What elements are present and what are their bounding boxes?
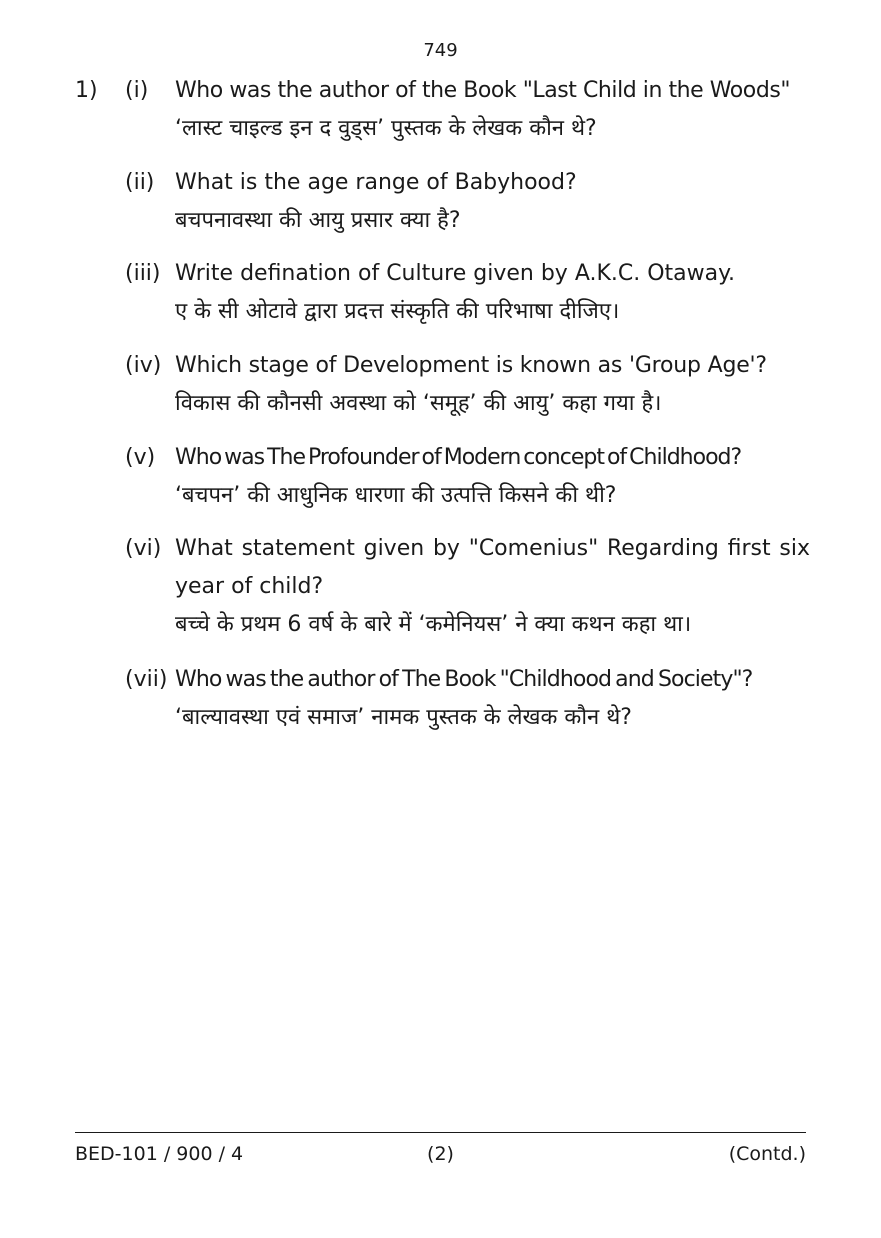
question-hindi: ‘बाल्यावस्था एवं समाज’ नामक पुस्तक के लेखक कौन थे? <box>175 705 632 730</box>
question-english: What is the age range of Babyhood? <box>175 170 577 195</box>
question-item-vi <box>125 530 810 644</box>
item-label: (iv) <box>125 353 162 378</box>
item-label: (vii) <box>125 667 168 692</box>
question-english: Who was The Profounder of Modern concept of Childhood? <box>175 445 742 470</box>
sheet-number: (2) <box>427 1143 454 1165</box>
question-item-i <box>125 72 810 148</box>
item-label: (v) <box>125 445 156 470</box>
item-body <box>175 661 810 737</box>
question-english: Which stage of Development is known as 'Group Age'? <box>175 353 767 378</box>
item-body <box>175 164 810 240</box>
item-label: (i) <box>125 78 149 103</box>
question-english: Write defination of Culture given by A.K.C. Otaway. <box>175 261 736 286</box>
question-item-ii <box>125 164 810 240</box>
item-body <box>175 72 810 148</box>
question-number: 1) <box>75 78 98 103</box>
item-label: (ii) <box>125 170 155 195</box>
question-hindi: बच्चे के प्रथम 6 वर्ष के बारे में ‘कमेनियस’ ने क्या कथन कहा था। <box>175 612 692 637</box>
question-english: Who was the author of The Book "Childhood and Society"? <box>175 667 753 692</box>
question-item-iii <box>125 255 810 331</box>
question-english: What statement given by "Comenius" Regarding first six year of child? <box>175 536 810 599</box>
item-body <box>175 439 810 515</box>
paper-code: BED-101 / 900 / 4 <box>75 1143 244 1165</box>
page-number: 749 <box>423 40 458 61</box>
question-hindi: ए के सी ओटावे द्वारा प्रदत्त संस्कृति की परिभाषा दीजिए। <box>175 299 620 324</box>
item-label: (vi) <box>125 536 162 561</box>
item-label: (iii) <box>125 261 161 286</box>
question-hindi: ‘बचपन’ की आधुनिक धारणा की उत्पत्ति किसने की थी? <box>175 483 617 508</box>
footer-divider <box>75 1132 806 1133</box>
question-hindi: ‘लास्ट चाइल्ड इन द वुड्स’ पुस्तक के लेखक कौन थे? <box>175 116 597 141</box>
continued-note: (Contd.) <box>728 1143 806 1165</box>
question-item-vii <box>125 661 810 737</box>
question-item-v <box>125 439 810 515</box>
question-english: Who was the author of the Book "Last Child in the Woods" <box>175 78 791 103</box>
question-hindi: विकास की कौनसी अवस्था को ‘समूह’ की आयु’ कहा गया है। <box>175 391 662 416</box>
item-body <box>175 530 810 644</box>
item-body <box>175 347 810 423</box>
item-body <box>175 255 810 331</box>
question-item-iv <box>125 347 810 423</box>
question-hindi: बचपनावस्था की आयु प्रसार क्या है? <box>175 208 461 233</box>
